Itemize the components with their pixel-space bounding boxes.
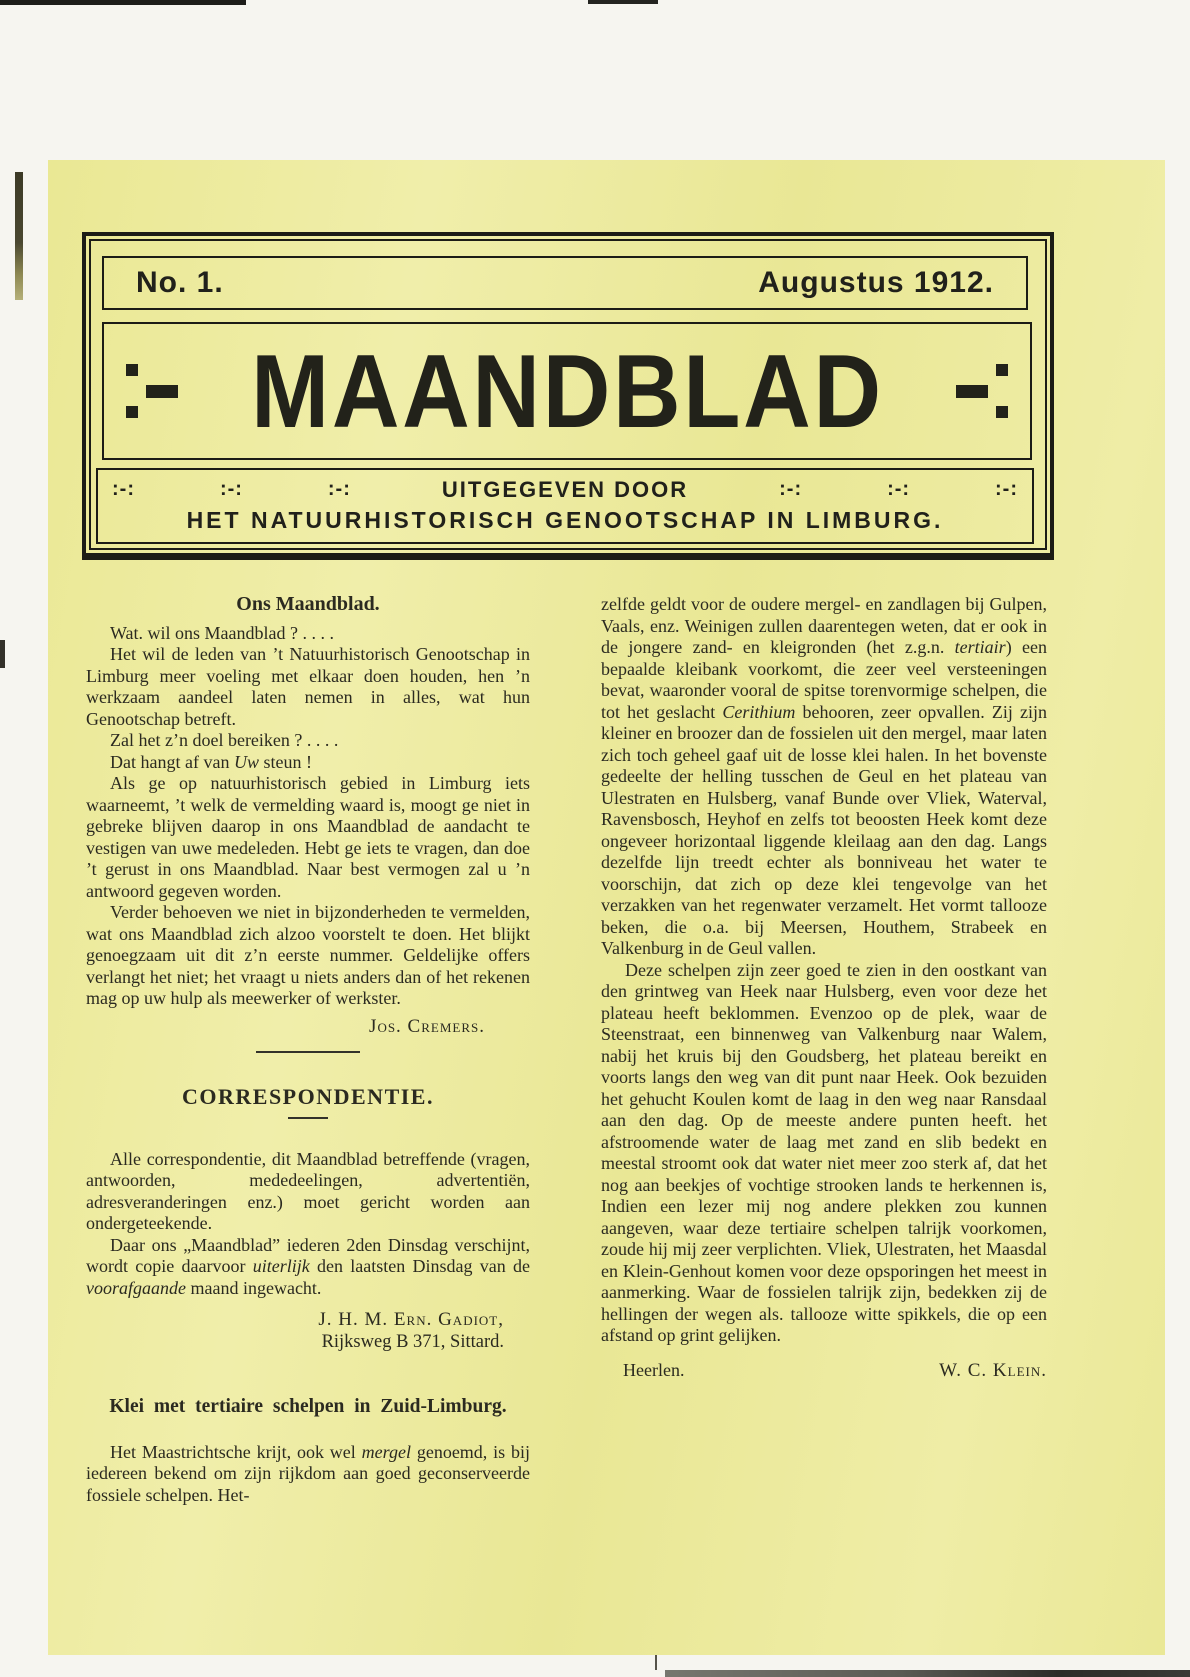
paragraph: Het wil de leden van ’t Natuurhistorisch Genootschap in Limburg meer voeling met elkaar doen houden, hen ’n werkzaam aandeel laten nemen in alles, wat hun Genootschap betreft. (86, 644, 530, 729)
article-title-correspondentie: CORRESPONDENTIE. (182, 1084, 434, 1109)
signature-cremers: Jos. Cremers. (369, 1015, 485, 1037)
masthead-left-mark-icon (126, 358, 178, 424)
signature-gadiot-name: J. H. M. Ern. Gadiot, (318, 1309, 504, 1330)
scan-artifact-top-bar (0, 0, 246, 5)
paragraph: Alle correspondentie, dit Maandblad betreffende (vragen, antwoorden, mededeelingen, advertentiën, adresveranderingen enz.) moet gericht worden aan ondergeteekende. (86, 1148, 530, 1233)
paragraph: Zal het z’n doel bereiken ? . . . . (110, 730, 339, 750)
scan-artifact-top-bar-2 (588, 0, 658, 4)
paragraph: Als ge op natuurhistorisch gebied in Limburg iets waarneemt, ’t welk de vermelding waard is, moogt ge niet in gebreke blijven daarop in ons Maandblad de aandacht te vestigen van uwe medeleden. Hebt ge iets te vragen, dan doe ’t gerust in ons Maandblad. Naar best vermogen zal u ’n antwoord gegeven worden. (86, 773, 530, 901)
section-divider (256, 1051, 360, 1053)
right-column (601, 594, 1047, 1381)
imprint-mark: :-: (887, 478, 911, 500)
signature-gadiot (86, 1308, 530, 1354)
paragraph: Verder behoeven we niet in bijzonderheden te vermelden, wat ons Maandblad zich alzoo voorstelt te doen. Het blijkt genoegzaam uit dit z’n eerste nummer. Geldelijke offers verlangt het niet; het vraagt u niets anders dan of het rekenen mag op uw hulp als meewerker of werkster. (86, 902, 530, 1008)
issue-date-box (102, 256, 1028, 310)
issue-date: Augustus 1912. (758, 266, 994, 299)
imprint-mark: :-: (112, 478, 135, 500)
issue-number: No. 1. (136, 266, 224, 299)
paper-page (48, 160, 1165, 1655)
scan-artifact-left-mark (15, 172, 23, 300)
imprint-mark: :-: (995, 478, 1018, 500)
left-column (86, 594, 530, 1506)
place-heerlen: Heerlen. (623, 1359, 685, 1380)
imprint-mark: :-: (779, 478, 803, 500)
paragraph: Het Maastrichtsche krijt, ook wel mergel genoemd, is bij iedereen bekend om zijn rijkdom aan goed geconserveerde fossiele schelpen. Het- (86, 1441, 530, 1505)
imprint-published-by: UITGEGEVEN DOOR (441, 476, 689, 502)
paragraph: Dat hangt af van Uw steun ! (110, 751, 312, 772)
title-divider (288, 1117, 328, 1119)
imprint-mark: :-: (219, 478, 243, 500)
masthead-title: MAANDBLAD (250, 334, 884, 450)
article-title-ons-maandblad: Ons Maandblad. (236, 593, 380, 615)
imprint-box (96, 468, 1034, 544)
paragraph: Daar ons „Maandblad” iederen 2den Dinsdag verschijnt, wordt copie daarvoor uiterlijk den laatsten Dinsdag van de voorafgaande maand ingewacht. (86, 1234, 530, 1298)
imprint-mark: :-: (327, 478, 351, 500)
masthead-frame (82, 232, 1054, 560)
paragraph: zelfde geldt voor de oudere mergel- en zandlagen bij Gulpen, Vaals, enz. Weinigen zullen daarentegen weten, dat er ook in de jongere zand- en kleigronden (het z.g.n. tertiair) een bepaalde kleibank voorkomt, die zeer veel versteeningen bevat, waaronder vooral de spitse torenvormige schelpen, die tot het geslacht Cerithium behooren, zeer opvallen. Zij zijn kleiner en broozer dan de fossielen uit den mergel, maar laten zich toch geheel gaaf uit de losse klei halen. In het bovenste gedeelte der helling tusschen de Geul en het plateau van Ulestraten en Hulsberg, vanaf Bunde over Vliek, Waterval, Ravensbosch, Heyhof en zelfs tot beoosten Heek komt deze ongeveer horizontaal liggende kleilaag aan den dag. Langs dezelfde lijn treedt echter als bonniveau het water te voorschijn, dat zich op deze klei tengevolge van het verzakken van het regenwater verzamelt. Het vormt tallooze beken, die o.a. bij Meersen, Houthem, Strabeek en Valkenburg in de Geul vallen. (601, 594, 1048, 958)
scan-artifact-bottom-bar (665, 1670, 1190, 1677)
imprint-publisher: HET NATUURHISTORISCH GENOOTSCHAP IN LIMBURG. (186, 506, 944, 533)
signature-klein: W. C. Klein. (939, 1359, 1047, 1381)
scan-artifact-left-tick (0, 640, 5, 668)
article-title-klei: Klei met tertiaire schelpen in Zuid-Limburg. (109, 1396, 507, 1417)
masthead-title-box (102, 322, 1032, 460)
paragraph: Wat. wil ons Maandblad ? . . . . (110, 622, 335, 643)
paragraph: Deze schelpen zijn zeer goed te zien in den oostkant van den grintweg van Heek naar Hulsberg, even voor deze het plateau heeft beklommen. Evenzoo op de plek, waar de Steenstraat, een binnenweg van Valkenburg naar Walem, nabij het kruis bij den Goudsberg, het plateau bereikt en voorts langs den weg van dit punt naar Heek. Ook bezuiden het gehucht Koulen komt de laag in den weg naar Ransdaal aan den dag. Op de meeste andere punten heeft. het afstroomende water de laag met zand en slib bedekt en meestal stroomt ook dat water niet meer zoo sterk af, dat het nog aan beekjes of vochtige strooken lands te herkennen is, Indien een lezer mij nog andere plekken zou kunnen aangeven, waar deze tertiaire schelpen talrijk voorkomen, zoude hij mij zeer verplichten. Vliek, Ulestraten, het Maasdal en Klein-Genhout komen voor deze opsporingen het meest in aanmerking. Waar de fossielen talrijk zijn, bedekken zij de hellingen der wegen als. tallooze witte spikkels, die op een afstand op grint gelijken. (601, 959, 1047, 1345)
article-footer (601, 1360, 1047, 1382)
masthead-right-mark-icon (956, 358, 1008, 424)
signature-gadiot-address: Rijksweg B 371, Sittard. (321, 1332, 504, 1352)
imprint-line-1 (112, 477, 1018, 503)
